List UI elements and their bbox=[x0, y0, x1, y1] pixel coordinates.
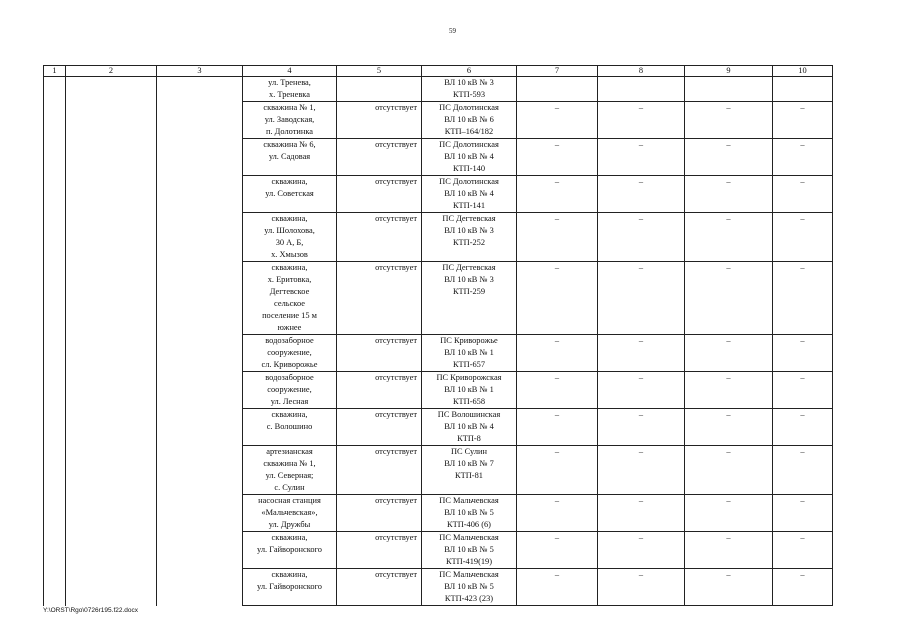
cell-c4 bbox=[243, 262, 337, 335]
cell-c9: – bbox=[685, 335, 773, 372]
cell-c6 bbox=[422, 446, 517, 495]
cell-c4 bbox=[243, 409, 337, 446]
cell-line: КТП-658 bbox=[452, 397, 486, 406]
cell-line: КТП-252 bbox=[452, 238, 486, 247]
cell-line: ВЛ 10 кВ № 5 bbox=[444, 508, 494, 517]
cell-line: скважина, bbox=[271, 177, 308, 186]
cell-c9: – bbox=[685, 569, 773, 606]
cell-line: сооружение, bbox=[267, 385, 312, 394]
table-row bbox=[44, 569, 833, 606]
cell-c9: – bbox=[685, 409, 773, 446]
cell-c1 bbox=[44, 102, 66, 139]
cell-c4 bbox=[243, 213, 337, 262]
cell-c2 bbox=[66, 139, 157, 176]
header-col-9: 9 bbox=[685, 66, 773, 77]
cell-c10: – bbox=[773, 139, 833, 176]
cell-c10: – bbox=[773, 446, 833, 495]
cell-line: ул. Заводская, bbox=[264, 115, 315, 124]
table-row bbox=[44, 139, 833, 176]
footer-file-path: Y:\ORST\Rgo\0726r195.f22.docx bbox=[43, 607, 139, 614]
header-col-7: 7 bbox=[517, 66, 598, 77]
cell-line: сл. Криворожье bbox=[261, 360, 318, 369]
cell-c6 bbox=[422, 139, 517, 176]
cell-c5: отсутствует bbox=[337, 446, 422, 495]
cell-c2 bbox=[66, 176, 157, 213]
cell-line: скважина, bbox=[271, 533, 308, 542]
cell-c8: – bbox=[598, 409, 685, 446]
cell-c1 bbox=[44, 77, 66, 102]
cell-c4 bbox=[243, 176, 337, 213]
cell-c4 bbox=[243, 372, 337, 409]
cell-c2 bbox=[66, 446, 157, 495]
cell-c6 bbox=[422, 176, 517, 213]
cell-c7: – bbox=[517, 213, 598, 262]
cell-c5: отсутствует bbox=[337, 532, 422, 569]
cell-c7: – bbox=[517, 409, 598, 446]
cell-line: насосная станция bbox=[258, 496, 321, 505]
cell-c3 bbox=[157, 213, 243, 262]
cell-c3 bbox=[157, 495, 243, 532]
cell-line: скважина, bbox=[271, 570, 308, 579]
cell-c7: – bbox=[517, 532, 598, 569]
cell-c10: – bbox=[773, 372, 833, 409]
cell-c9: – bbox=[685, 213, 773, 262]
cell-c3 bbox=[157, 139, 243, 176]
cell-line: х. Хмызов bbox=[271, 250, 308, 259]
cell-line: КТП-423 (23) bbox=[444, 594, 494, 603]
header-col-2: 2 bbox=[66, 66, 157, 77]
cell-line: ПС Дегтевская bbox=[442, 214, 496, 223]
cell-c8: – bbox=[598, 372, 685, 409]
cell-c2 bbox=[66, 372, 157, 409]
cell-line: ВЛ 10 кВ № 4 bbox=[444, 152, 494, 161]
cell-line: южнее bbox=[277, 323, 302, 332]
cell-line: артезианская bbox=[266, 447, 313, 456]
cell-c4 bbox=[243, 569, 337, 606]
cell-c4 bbox=[243, 102, 337, 139]
cell-c8: – bbox=[598, 139, 685, 176]
table-row bbox=[44, 176, 833, 213]
cell-c8: – bbox=[598, 446, 685, 495]
cell-c1 bbox=[44, 372, 66, 409]
cell-c1 bbox=[44, 409, 66, 446]
cell-c1 bbox=[44, 176, 66, 213]
cell-c10: – bbox=[773, 532, 833, 569]
cell-c10: – bbox=[773, 102, 833, 139]
page-number: 59 bbox=[449, 27, 456, 35]
cell-c9: – bbox=[685, 262, 773, 335]
header-col-3: 3 bbox=[157, 66, 243, 77]
cell-c5: отсутствует bbox=[337, 139, 422, 176]
table-row bbox=[44, 213, 833, 262]
cell-line: ПС Сулин bbox=[450, 447, 488, 456]
cell-c2 bbox=[66, 102, 157, 139]
table-row bbox=[44, 372, 833, 409]
cell-line: КТП–164/182 bbox=[444, 127, 494, 136]
cell-line: скважина № 6, bbox=[263, 140, 316, 149]
cell-line: ВЛ 10 кВ № 5 bbox=[444, 545, 494, 554]
cell-c8: – bbox=[598, 213, 685, 262]
cell-line: Дегтевское bbox=[269, 287, 310, 296]
cell-c6 bbox=[422, 569, 517, 606]
cell-line: ПС Мальчевская bbox=[439, 570, 499, 579]
cell-c10: – bbox=[773, 335, 833, 372]
cell-line: ВЛ 10 кВ № 7 bbox=[444, 459, 494, 468]
cell-c6 bbox=[422, 213, 517, 262]
cell-c10: – bbox=[773, 213, 833, 262]
cell-c2 bbox=[66, 495, 157, 532]
cell-line: КТП-406 (6) bbox=[447, 520, 491, 529]
cell-line: водозаборное bbox=[265, 336, 314, 345]
cell-line: ул. Шолохова, bbox=[264, 226, 315, 235]
cell-c3 bbox=[157, 262, 243, 335]
cell-line: ул. Гайворонского bbox=[257, 545, 322, 554]
table-row bbox=[44, 77, 833, 102]
cell-line: скважина № 1, bbox=[263, 459, 316, 468]
cell-c5: отсутствует bbox=[337, 213, 422, 262]
cell-line: КТП-419(19) bbox=[445, 557, 493, 566]
cell-c9: – bbox=[685, 495, 773, 532]
cell-c9: – bbox=[685, 176, 773, 213]
cell-c5: отсутствует bbox=[337, 372, 422, 409]
cell-line: ВЛ 10 кВ № 1 bbox=[444, 385, 494, 394]
cell-c7: – bbox=[517, 495, 598, 532]
cell-c9 bbox=[685, 77, 773, 102]
header-col-4: 4 bbox=[243, 66, 337, 77]
cell-line: ПС Долотинская bbox=[439, 177, 499, 186]
cell-line: поселение 15 м bbox=[262, 311, 317, 320]
cell-c3 bbox=[157, 102, 243, 139]
cell-c3 bbox=[157, 372, 243, 409]
cell-c2 bbox=[66, 77, 157, 102]
cell-line: ПС Криворожье bbox=[440, 336, 498, 345]
cell-c8 bbox=[598, 77, 685, 102]
cell-line: ул. Дружбы bbox=[268, 520, 311, 529]
cell-c5: отсутствует bbox=[337, 102, 422, 139]
table-row bbox=[44, 409, 833, 446]
cell-c6 bbox=[422, 335, 517, 372]
cell-line: скважина, bbox=[271, 214, 308, 223]
cell-c7: – bbox=[517, 102, 598, 139]
cell-c2 bbox=[66, 569, 157, 606]
cell-c1 bbox=[44, 532, 66, 569]
cell-c6 bbox=[422, 77, 517, 102]
cell-line: КТП-8 bbox=[457, 434, 481, 443]
cell-c1 bbox=[44, 569, 66, 606]
cell-c9: – bbox=[685, 446, 773, 495]
cell-line: с. Сулин bbox=[274, 483, 305, 492]
cell-c10: – bbox=[773, 569, 833, 606]
cell-line: ВЛ 10 кВ № 3 bbox=[444, 78, 494, 87]
cell-line: ПС Мальчевская bbox=[439, 496, 499, 505]
cell-c6 bbox=[422, 262, 517, 335]
cell-c2 bbox=[66, 262, 157, 335]
table-body bbox=[44, 77, 833, 606]
header-col-8: 8 bbox=[598, 66, 685, 77]
cell-line: ул. Тренева, bbox=[268, 78, 311, 87]
cell-c1 bbox=[44, 495, 66, 532]
cell-c7: – bbox=[517, 335, 598, 372]
cell-line: ВЛ 10 кВ № 1 bbox=[444, 348, 494, 357]
cell-line: ПС Дегтевская bbox=[442, 263, 496, 272]
cell-c7: – bbox=[517, 446, 598, 495]
cell-c3 bbox=[157, 77, 243, 102]
cell-line: КТП-593 bbox=[452, 90, 486, 99]
cell-c1 bbox=[44, 446, 66, 495]
table-header-row bbox=[44, 66, 833, 77]
cell-line: ул. Лесная bbox=[270, 397, 309, 406]
cell-c7: – bbox=[517, 176, 598, 213]
table-row bbox=[44, 335, 833, 372]
table-row bbox=[44, 532, 833, 569]
header-col-5: 5 bbox=[337, 66, 422, 77]
cell-c9: – bbox=[685, 102, 773, 139]
cell-c1 bbox=[44, 139, 66, 176]
cell-line: ул. Гайворонского bbox=[257, 582, 322, 591]
header-col-6: 6 bbox=[422, 66, 517, 77]
cell-line: КТП-140 bbox=[452, 164, 486, 173]
cell-c1 bbox=[44, 262, 66, 335]
cell-c5: отсутствует bbox=[337, 335, 422, 372]
cell-c7: – bbox=[517, 262, 598, 335]
cell-c10: – bbox=[773, 495, 833, 532]
cell-c6 bbox=[422, 532, 517, 569]
cell-line: водозаборное bbox=[265, 373, 314, 382]
cell-line: скважина, bbox=[271, 410, 308, 419]
cell-c1 bbox=[44, 335, 66, 372]
cell-line: КТП-259 bbox=[452, 287, 486, 296]
cell-c4 bbox=[243, 139, 337, 176]
cell-line: п. Долотинка bbox=[266, 127, 313, 136]
cell-c9: – bbox=[685, 139, 773, 176]
cell-line: ул. Северная; bbox=[265, 471, 314, 480]
cell-line: ВЛ 10 кВ № 3 bbox=[444, 226, 494, 235]
cell-c4 bbox=[243, 495, 337, 532]
cell-c3 bbox=[157, 409, 243, 446]
cell-c10: – bbox=[773, 262, 833, 335]
cell-c2 bbox=[66, 532, 157, 569]
cell-c1 bbox=[44, 213, 66, 262]
cell-line: ВЛ 10 кВ № 3 bbox=[444, 275, 494, 284]
cell-line: «Мальчевская», bbox=[261, 508, 318, 517]
cell-c2 bbox=[66, 409, 157, 446]
cell-line: ВЛ 10 кВ № 5 bbox=[444, 582, 494, 591]
cell-line: ул. Садовая bbox=[268, 152, 311, 161]
cell-c9: – bbox=[685, 372, 773, 409]
cell-c2 bbox=[66, 335, 157, 372]
cell-line: ПС Волошинская bbox=[437, 410, 501, 419]
cell-c10: – bbox=[773, 176, 833, 213]
cell-c4 bbox=[243, 77, 337, 102]
cell-c7 bbox=[517, 77, 598, 102]
cell-line: ПС Мальчевская bbox=[439, 533, 499, 542]
cell-c4 bbox=[243, 446, 337, 495]
cell-c7: – bbox=[517, 139, 598, 176]
cell-c8: – bbox=[598, 102, 685, 139]
cell-line: с. Волошино bbox=[266, 422, 313, 431]
cell-c7: – bbox=[517, 569, 598, 606]
cell-line: ВЛ 10 кВ № 4 bbox=[444, 422, 494, 431]
cell-c8: – bbox=[598, 262, 685, 335]
cell-line: скважина № 1, bbox=[263, 103, 316, 112]
header-col-10: 10 bbox=[773, 66, 833, 77]
cell-c5: отсутствует bbox=[337, 262, 422, 335]
cell-c3 bbox=[157, 532, 243, 569]
cell-c5 bbox=[337, 77, 422, 102]
cell-c6 bbox=[422, 102, 517, 139]
cell-line: КТП-141 bbox=[452, 201, 486, 210]
cell-c8: – bbox=[598, 335, 685, 372]
cell-c6 bbox=[422, 409, 517, 446]
cell-c5: отсутствует bbox=[337, 409, 422, 446]
cell-c3 bbox=[157, 569, 243, 606]
cell-c4 bbox=[243, 335, 337, 372]
cell-c9: – bbox=[685, 532, 773, 569]
cell-line: скважина, bbox=[271, 263, 308, 272]
cell-line: сооружение, bbox=[267, 348, 312, 357]
cell-c8: – bbox=[598, 569, 685, 606]
cell-c10: – bbox=[773, 409, 833, 446]
table-row bbox=[44, 262, 833, 335]
cell-c6 bbox=[422, 495, 517, 532]
table-row bbox=[44, 102, 833, 139]
cell-line: ВЛ 10 кВ № 4 bbox=[444, 189, 494, 198]
cell-line: х. Еритовка, bbox=[267, 275, 312, 284]
cell-c3 bbox=[157, 446, 243, 495]
cell-c5: отсутствует bbox=[337, 569, 422, 606]
data-table bbox=[43, 65, 833, 606]
table-row bbox=[44, 495, 833, 532]
cell-line: сельское bbox=[274, 299, 305, 308]
cell-line: КТП-81 bbox=[455, 471, 483, 480]
cell-line: ВЛ 10 кВ № 6 bbox=[444, 115, 494, 124]
cell-c7: – bbox=[517, 372, 598, 409]
cell-c8: – bbox=[598, 176, 685, 213]
cell-line: ПС Криворожская bbox=[436, 373, 502, 382]
cell-c3 bbox=[157, 335, 243, 372]
table-row bbox=[44, 446, 833, 495]
cell-c8: – bbox=[598, 495, 685, 532]
cell-c4 bbox=[243, 532, 337, 569]
cell-c6 bbox=[422, 372, 517, 409]
cell-line: ПС Долотинская bbox=[439, 103, 499, 112]
cell-c10 bbox=[773, 77, 833, 102]
cell-c5: отсутствует bbox=[337, 495, 422, 532]
cell-c8: – bbox=[598, 532, 685, 569]
cell-line: 30 А, Б, bbox=[275, 238, 304, 247]
header-col-1: 1 bbox=[44, 66, 66, 77]
cell-line: х. Треневка bbox=[269, 90, 310, 99]
cell-line: КТП-657 bbox=[452, 360, 486, 369]
cell-line: ПС Долотинская bbox=[439, 140, 499, 149]
cell-c3 bbox=[157, 176, 243, 213]
cell-c5: отсутствует bbox=[337, 176, 422, 213]
cell-c2 bbox=[66, 213, 157, 262]
cell-line: ул. Советская bbox=[265, 189, 314, 198]
